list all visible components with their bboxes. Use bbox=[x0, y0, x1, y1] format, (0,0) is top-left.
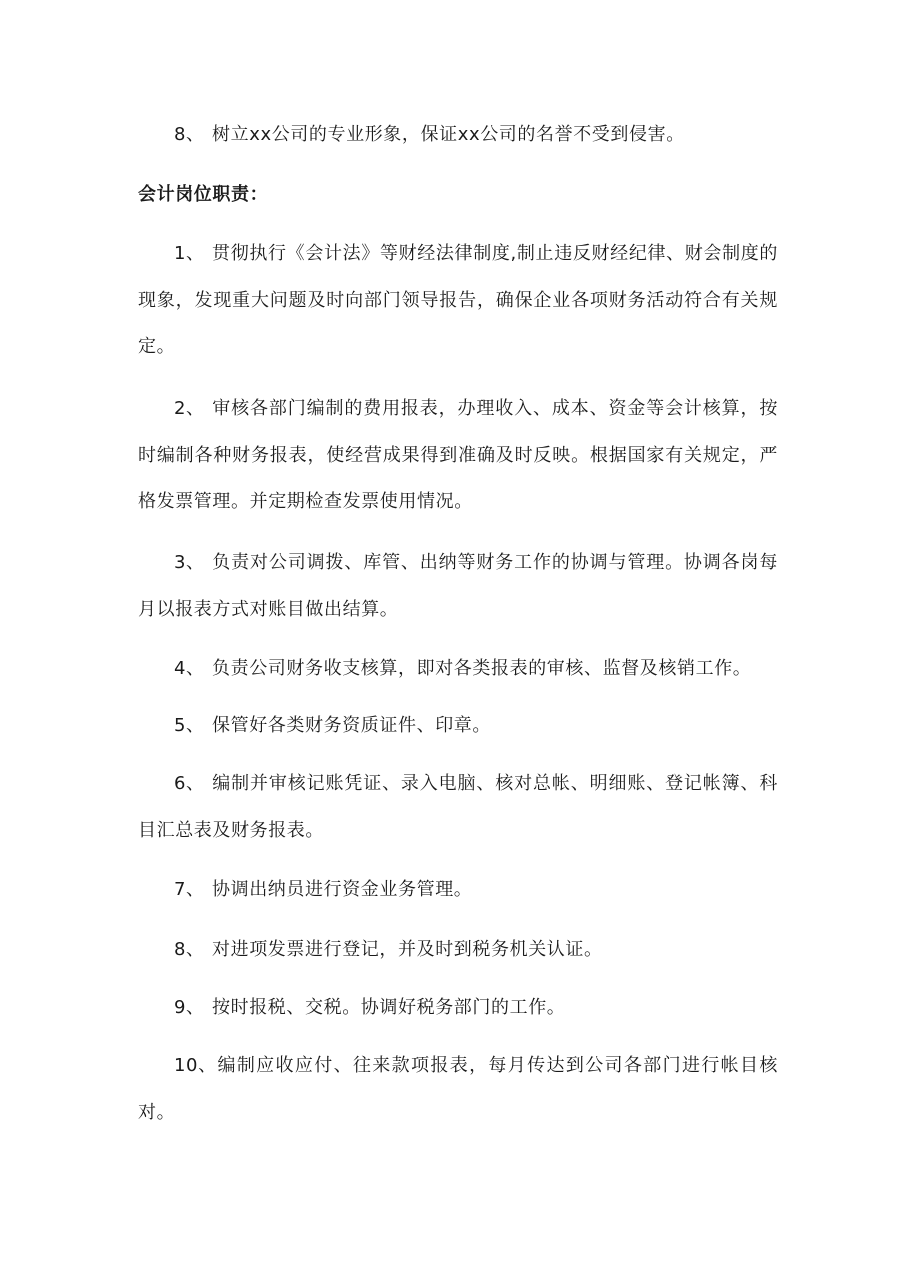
item-number: 10、 bbox=[174, 1055, 217, 1076]
duty-item-2 bbox=[138, 386, 778, 526]
item-number: 3、 bbox=[174, 552, 205, 573]
item-number: 1、 bbox=[174, 243, 205, 264]
duty-item-3 bbox=[138, 540, 778, 633]
item-text: 审核各部门编制的费用报表，办理收入、成本、资金等会计核算，按时编制各种财务报表，使经营成果得到准确及时反映。根据国家有关规定，严格发票管理。并定期检查发票使用情况。 bbox=[138, 398, 778, 512]
item-number: 4、 bbox=[174, 658, 205, 679]
item-number: 6、 bbox=[174, 773, 205, 794]
duty-item-10 bbox=[138, 1043, 778, 1136]
section-heading: 会计岗位职责： bbox=[138, 184, 269, 205]
item-number: 7、 bbox=[174, 879, 205, 900]
duty-item-1 bbox=[138, 231, 778, 371]
item-text: 贯彻执行《会计法》等财经法律制度,制止违反财经纪律、财会制度的现象，发现重大问题及时向部门领导报告，确保企业各项财务活动符合有关规定。 bbox=[138, 243, 778, 357]
duty-item-9 bbox=[138, 985, 778, 1032]
item-number: 2、 bbox=[174, 398, 205, 419]
duty-item-4 bbox=[138, 646, 778, 693]
item-number: 9、 bbox=[174, 997, 205, 1018]
item-number: 8、 bbox=[174, 939, 205, 960]
item-text: 按时报税、交税。协调好税务部门的工作。 bbox=[212, 997, 566, 1018]
item-text: 对进项发票进行登记，并及时到税务机关认证。 bbox=[212, 939, 603, 960]
duty-item-7 bbox=[138, 867, 778, 914]
duty-item-6 bbox=[138, 761, 778, 854]
item-text: 保管好各类财务资质证件、印章。 bbox=[212, 715, 491, 736]
paragraph-intro-8 bbox=[138, 112, 778, 159]
item-number: 8、 bbox=[174, 124, 205, 145]
item-text: 负责对公司调拨、库管、出纳等财务工作的协调与管理。协调各岗每月以报表方式对账目做出结算。 bbox=[138, 552, 778, 620]
duty-item-5 bbox=[138, 703, 778, 750]
item-text: 编制应收应付、往来款项报表，每月传达到公司各部门进行帐目核对。 bbox=[138, 1055, 778, 1123]
item-text: 编制并审核记账凭证、录入电脑、核对总帐、明细账、登记帐簿、科目汇总表及财务报表。 bbox=[138, 773, 778, 841]
item-text: 负责公司财务收支核算，即对各类报表的审核、监督及核销工作。 bbox=[212, 658, 752, 679]
duty-item-8 bbox=[138, 927, 778, 974]
item-number: 5、 bbox=[174, 715, 205, 736]
item-text: 协调出纳员进行资金业务管理。 bbox=[212, 879, 473, 900]
item-text: 树立xx公司的专业形象，保证xx公司的名誉不受到侵害。 bbox=[212, 124, 685, 145]
